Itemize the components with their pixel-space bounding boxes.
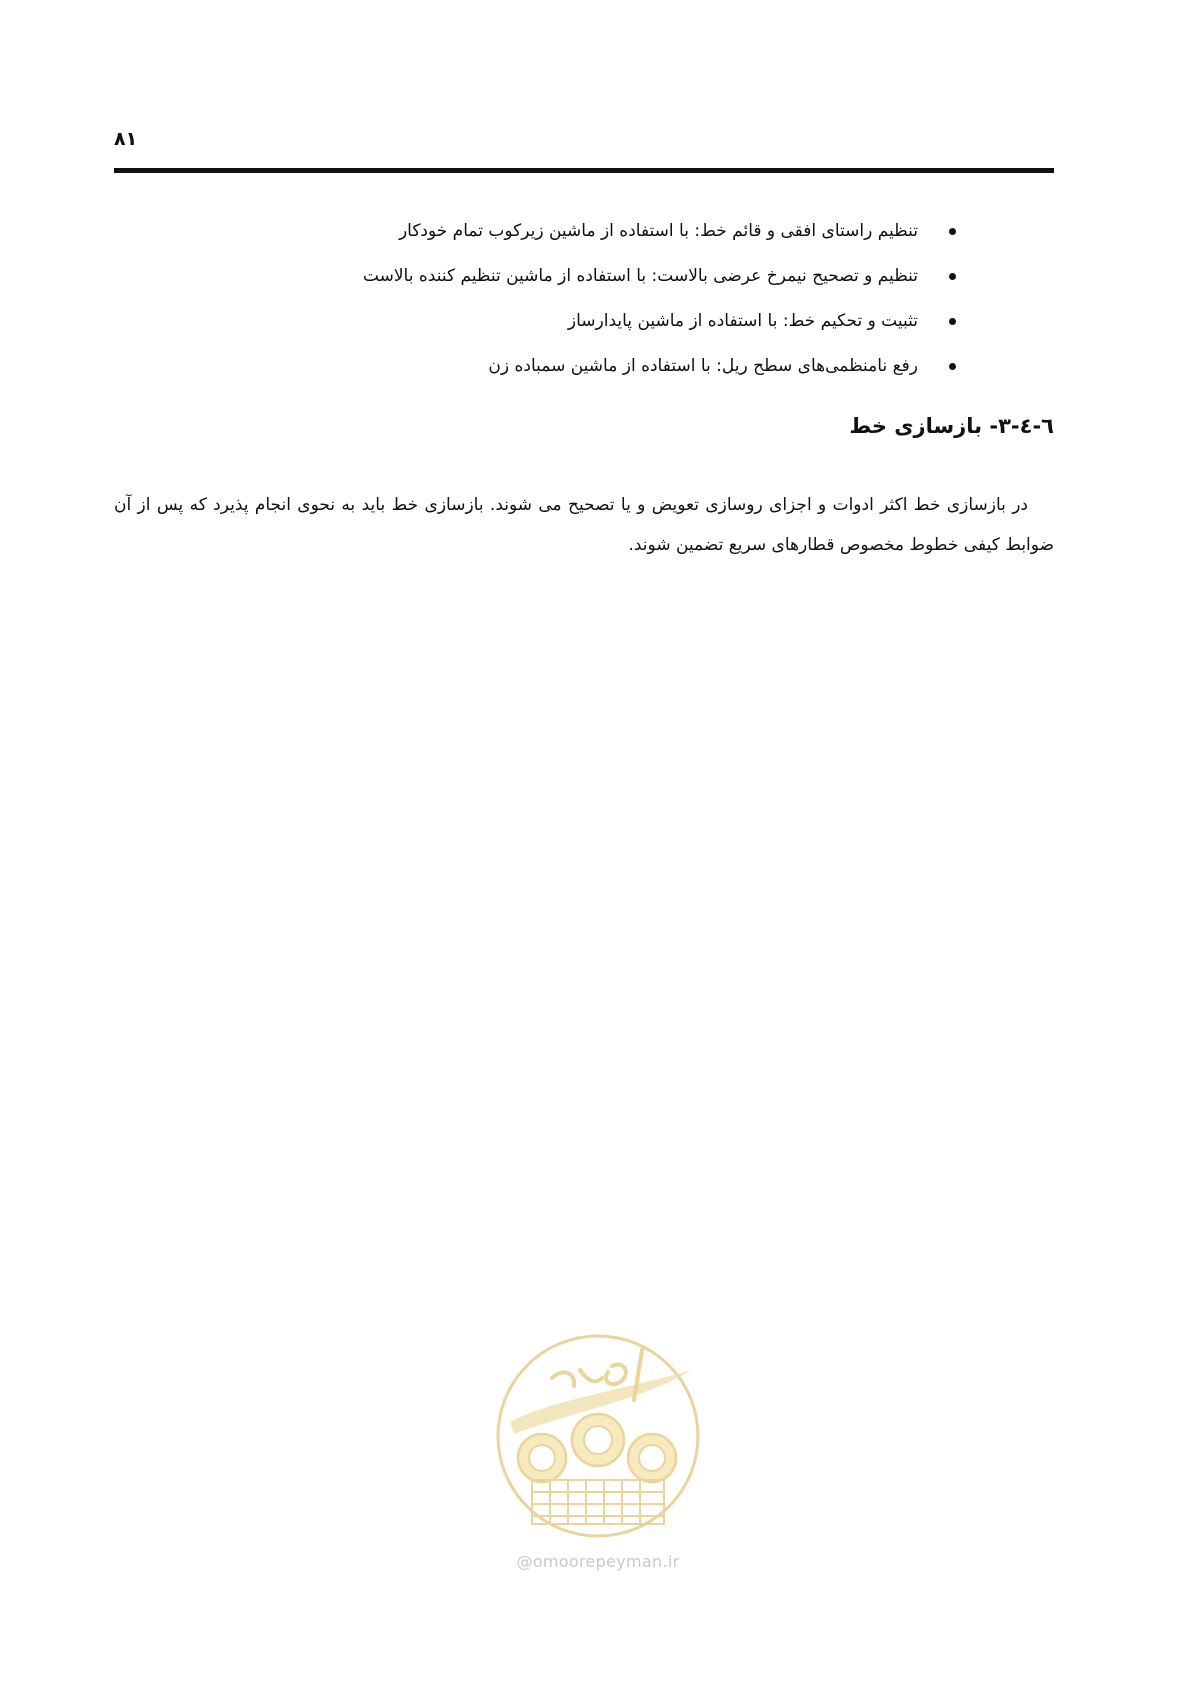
bullet-icon <box>949 318 956 325</box>
logo-seal-icon <box>492 1330 704 1542</box>
header-divider <box>114 168 1054 173</box>
watermark-logo <box>492 1330 704 1590</box>
bullet-list <box>160 216 960 396</box>
bullet-icon <box>949 228 956 235</box>
list-item-text: تثبیت و تحکیم خط: با استفاده از ماشین پایدارساز <box>567 311 918 331</box>
list-item <box>160 216 960 261</box>
page-number: ۸۱ <box>114 128 138 150</box>
body-paragraph: در بازسازی خط اکثر ادوات و اجزای روسازی تعویض و یا تصحیح می شوند. بازسازی خط باید به نحوی انجام پذیرد که پس از آن ضوابط کیفی خطوط مخصوص قطارهای سریع تضمین شوند. <box>114 495 1054 555</box>
list-item-text: تنظیم راستای افقی و قائم خط: با استفاده از ماشین زیرکوب تمام خودکار <box>398 221 918 241</box>
bullet-icon <box>949 273 956 280</box>
list-item-text: رفع نامنظمی‌های سطح ریل: با استفاده از ماشین سمباده زن <box>488 356 918 376</box>
list-item <box>160 306 960 351</box>
section-heading: ٦-٤-٣- بازسازی خط <box>849 414 1054 438</box>
list-item-text: تنظیم و تصحیح نیمرخ عرضی بالاست: با استفاده از ماشین تنظیم کننده بالاست <box>362 266 918 286</box>
bullet-icon <box>949 363 956 370</box>
list-item <box>160 351 960 396</box>
list-item <box>160 261 960 306</box>
watermark-url: @omoorepeyman.ir <box>516 1552 680 1571</box>
